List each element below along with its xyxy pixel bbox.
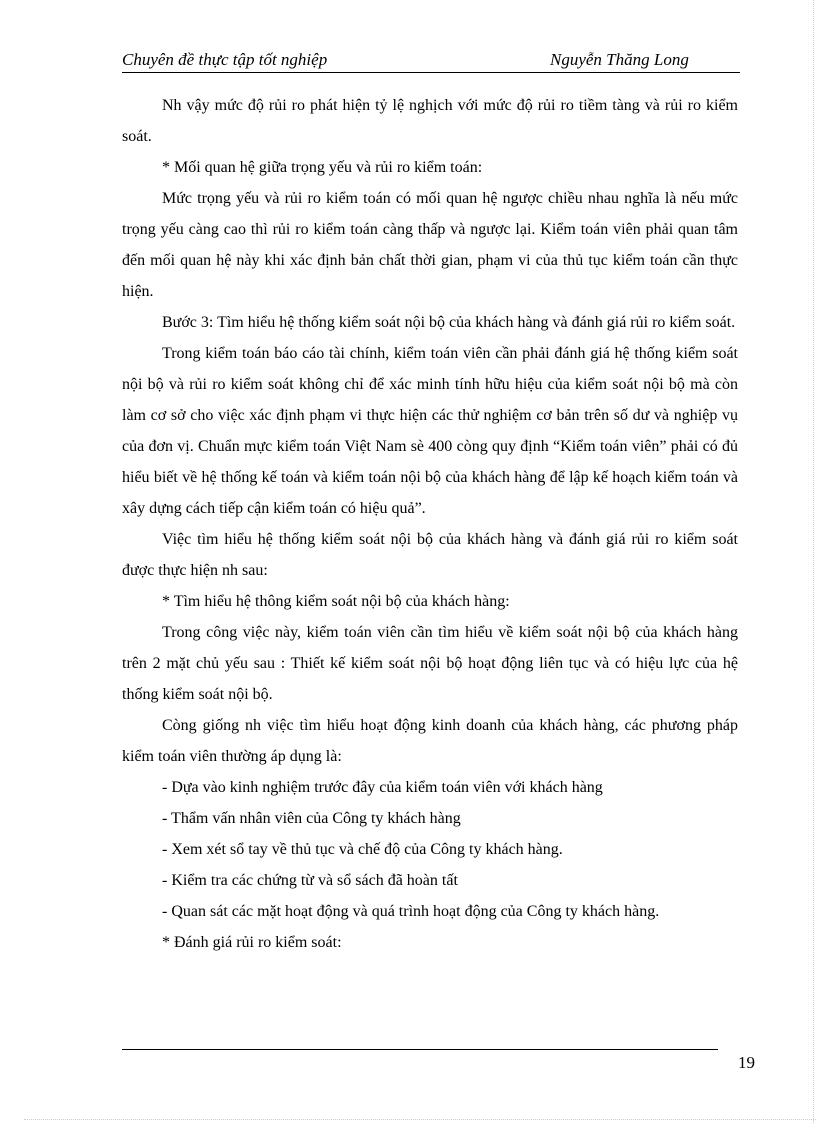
paragraph: Việc tìm hiểu hệ thống kiểm soát nội bộ của khách hàng và đánh giá rủi ro kiểm soát được thực hiện nh sau: xyxy=(122,531,738,579)
paragraph: Trong công việc này, kiểm toán viên cần tìm hiểu về kiểm soát nội bộ của khách hàng trên 2 mặt chủ yếu sau : Thiết kế kiểm soát nội bộ hoạt động liên tục và có hiệu lực của hệ thống kiểm soát nội bộ. xyxy=(122,624,738,703)
page-number: 19 xyxy=(738,1053,755,1072)
page-bottom-edge xyxy=(24,1119,816,1120)
paragraph: * Đánh giá rủi ro kiểm soát: xyxy=(162,934,342,951)
list-item: - Dựa vào kinh nghiệm trước đây của kiểm toán viên với khách hàng xyxy=(162,779,603,796)
paragraph: * Mối quan hệ giữa trọng yếu và rủi ro kiểm toán: xyxy=(162,159,483,176)
header-author: Nguyễn Thăng Long xyxy=(550,50,689,69)
list-item: - Thẩm vấn nhân viên của Công ty khách hàng xyxy=(162,810,461,827)
list-item: - Kiểm tra các chứng từ và sổ sách đã hoàn tất xyxy=(162,872,458,889)
body-text xyxy=(122,90,738,958)
footer-divider xyxy=(122,1049,718,1050)
paragraph: * Tìm hiểu hệ thông kiểm soát nội bộ của khách hàng: xyxy=(162,593,510,610)
list-item: - Quan sát các mặt hoạt động và quá trình hoạt động của Công ty khách hàng. xyxy=(162,903,660,920)
paragraph: Còng giống nh việc tìm hiểu hoạt động kinh doanh của khách hàng, các phương pháp kiểm toán viên thường áp dụng là: xyxy=(122,717,738,765)
page-header xyxy=(122,50,740,73)
paragraph: Mức trọng yếu và rủi ro kiểm toán có mối quan hệ ngược chiều nhau nghĩa là nếu mức trọng yếu càng cao thì rủi ro kiểm toán càng thấp và ngược lại. Kiểm toán viên phải quan tâm đến mối quan hệ này khi xác định bản chất thời gian, phạm vi của thủ tục kiểm toán cần thực hiện. xyxy=(122,190,738,300)
paragraph: Bước 3: Tìm hiểu hệ thống kiểm soát nội bộ của khách hàng và đánh giá rủi ro kiểm soát. xyxy=(162,314,736,331)
list-item: - Xem xét sổ tay về thủ tục và chế độ của Công ty khách hàng. xyxy=(162,841,563,858)
page-right-edge xyxy=(813,0,814,1123)
header-title: Chuyên đề thực tập tốt nghiệp xyxy=(122,50,328,69)
paragraph: Nh vậy mức độ rủi ro phát hiện tỷ lệ nghịch với mức độ rủi ro tiềm tàng và rủi ro kiểm soát. xyxy=(122,97,738,145)
paragraph: Trong kiểm toán báo cáo tài chính, kiểm toán viên cần phải đánh giá hệ thống kiểm soát nội bộ và rủi ro kiểm soát không chỉ để xác minh tính hữu hiệu của kiểm soát nội bộ mà còn làm cơ sở cho việc xác định phạm vi thực hiện các thử nghiệm cơ bản trên số dư và nghiệp vụ của đơn vị. Chuẩn mực kiểm toán Việt Nam sè 400 còng quy định “Kiểm toán viên” phải có đủ hiểu biết về hệ thống kế toán và kiểm toán nội bộ của khách hàng để lập kế hoạch kiểm toán và xây dựng cách tiếp cận kiểm toán có hiệu quả”. xyxy=(122,345,738,517)
